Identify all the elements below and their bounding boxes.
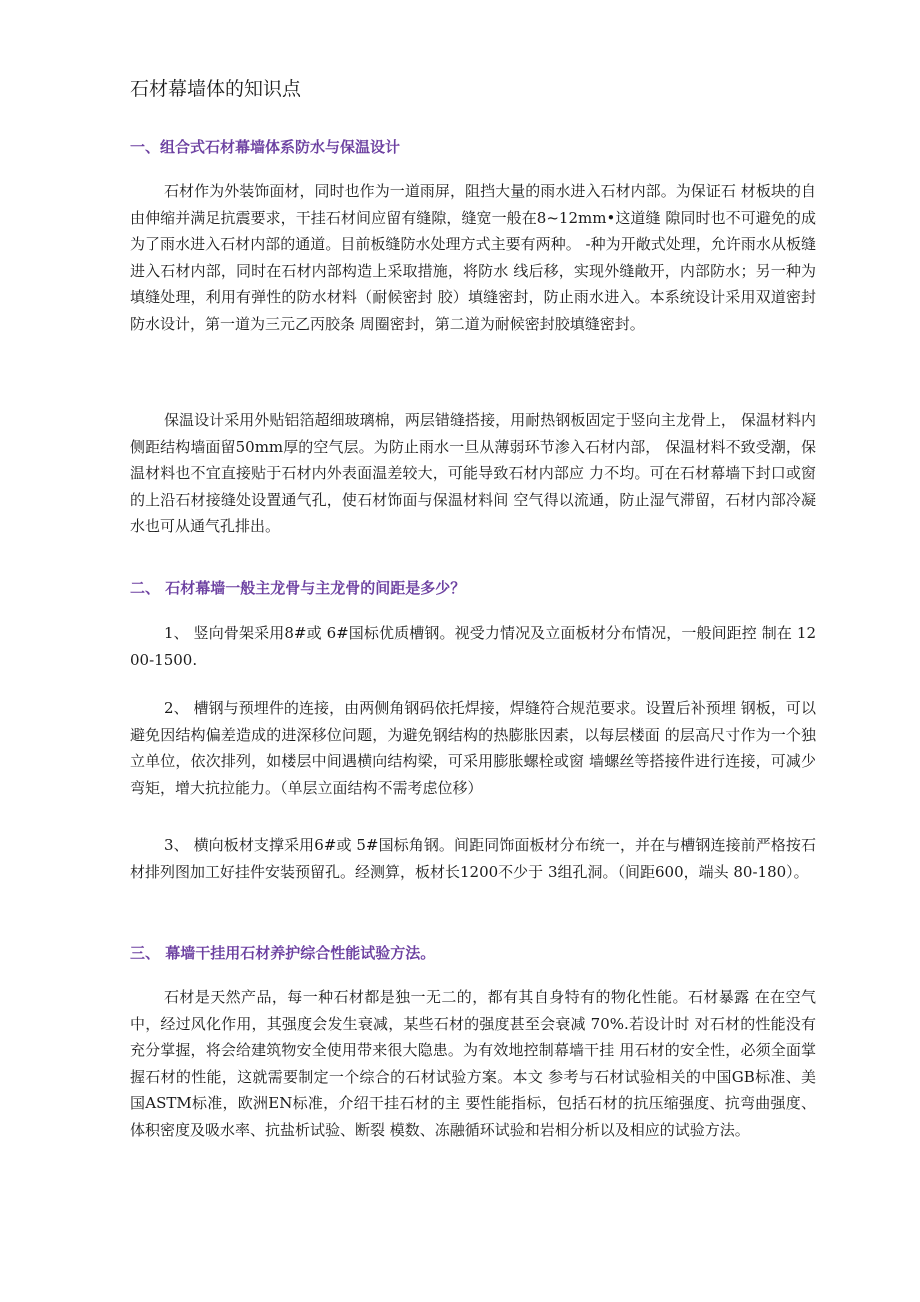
section-heading-1: 一、组合式石材幕墙体系防水与保温设计 bbox=[130, 138, 401, 156]
section-1-paragraph-2: 保温设计采用外贴铝箔超细玻璃棉，两层错缝搭接，用耐热钢板固定于竖向主龙骨上， 保温材料内侧距结构墙面留50mm厚的空气层。为防止雨水一旦从薄弱环节渗入石材内部， 保温材料不致受潮，保温材料也不宜直接贴于石材内外表面温差较大，可能导致石材内部应 力不均。可在石材幕墙下封口或窗的上沿石材接缝处设置通气孔，使石材饰面与保温材料间 空气得以流通，防止湿气滞留，石材内部冷凝水也可从通气孔排出。 bbox=[130, 411, 816, 536]
section-2-item-2: 2、 槽钢与预埋件的连接，由两侧角钢码依托焊接，焊缝符合规范要求。设置后补预埋 钢板，可以避免因结构偏差造成的进深移位问题，为避免钢结构的热膨胀因素，以每层楼面 的层高尺寸作为一个独立单位，依次排列，如楼层中间遇横向结构梁，可采用膨胀螺栓或窗 墙螺丝等搭接件进行连接，可减少弯矩，增大抗拉能力。（单层立面结构不需考虑位移） bbox=[130, 699, 816, 797]
section-1-paragraph-1: 石材作为外装饰面材，同时也作为一道雨屏，阻挡大量的雨水进入石材内部。为保证石 材板块的自由伸缩并满足抗震要求，干挂石材间应留有缝隙，缝宽一般在8~12mm•这道缝 隙同时也不可避免的成为了雨水进入石材内部的通道。目前板缝防水处理方式主要有两种。 -种为开敞式处理，允许雨水从板缝进入石材内部，同时在石材内部构造上采取措施，将防水 线后移，实现外缝敞开，内部防水；另一种为填缝处理，利用有弹性的防水材料（耐候密封 胶）填缝密封，防止雨水进入。本系统设计采用双道密封防水设计，第一道为三元乙丙胶条 周圈密封，第二道为耐候密封胶填缝密封。 bbox=[130, 182, 816, 333]
section-heading-2: 二、 石材幕墙一般主龙骨与主龙骨的间距是多少？ bbox=[130, 579, 466, 597]
section-heading-3: 三、 幕墙干挂用石材养护综合性能试验方法。 bbox=[130, 944, 436, 962]
section-3-paragraph-1: 石材是天然产品，每一种石材都是独一无二的，都有其自身特有的物化性能。石材暴露 在在空气中，经过风化作用，其强度会发生衰减，某些石材的强度甚至会衰减 70%.若设计时 对石材的性能没有充分掌握，将会给建筑物安全使用带来很大隐患。为有效地控制幕墙干挂 用石材的安全性，必须全面掌握石材的性能，这就需要制定一个综合的石材试验方案。本文 参考与石材试验相关的中国GB标准、美国ASTM标准，欧洲EN标准，介绍干挂石材的主 要性能指标，包括石材的抗压缩强度、抗弯曲强度、体积密度及吸水率、抗盐析试验、断裂 模数、冻融循环试验和岩相分析以及相应的试验方法。 bbox=[130, 988, 816, 1139]
document-title: 石材幕墙体的知识点 bbox=[130, 78, 302, 100]
section-2-item-3: 3、 横向板材支撑采用6#或 5#国标角钢。间距同饰面板材分布统一，并在与槽钢连接前严格按石材排列图加工好挂件安装预留孔。经测算，板材长1200不少于 3组孔洞。（间距600，端头 80-180）。 bbox=[130, 836, 816, 881]
section-2-item-1: 1、 竖向骨架采用8#或 6#国标优质槽钢。视受力情况及立面板材分布情况，一般间距控 制在 1200-1500. bbox=[130, 624, 816, 669]
